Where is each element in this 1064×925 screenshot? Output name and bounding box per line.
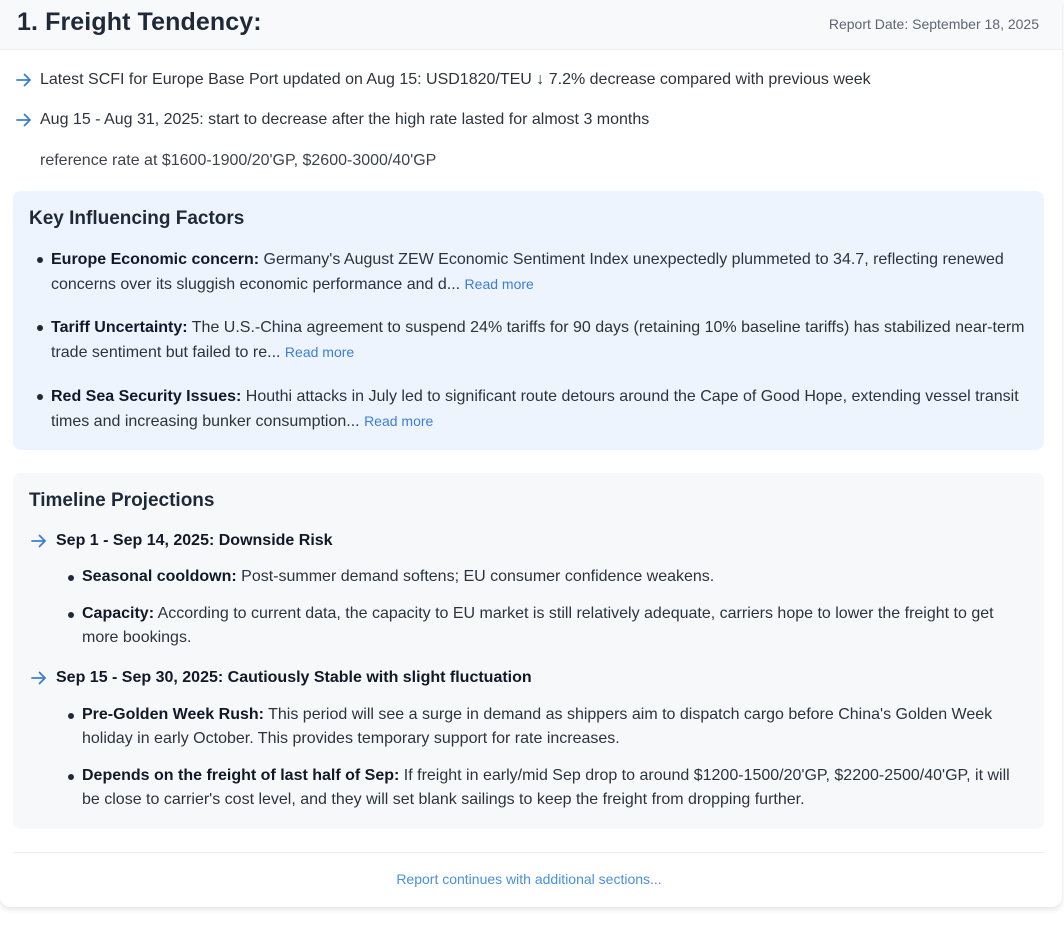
factor-label: Red Sea Security Issues: <box>51 388 242 405</box>
trend-line-text: Aug 15 - Aug 31, 2025: start to decrease after the high rate lasted for almost 3 months <box>40 111 650 128</box>
period-heading <box>31 532 333 550</box>
factor-item <box>37 315 1027 365</box>
arrow-right-icon <box>16 112 32 128</box>
bullet-dot-icon <box>68 612 74 618</box>
report-continues-note: Report continues with additional sections... <box>396 871 662 887</box>
key-factors-title: Key Influencing Factors <box>29 208 245 229</box>
arrow-right-icon <box>31 670 47 686</box>
factor-item <box>37 247 1027 297</box>
detail-item <box>68 764 1028 812</box>
trend-line-text: Latest SCFI for Europe Base Port updated on Aug 15: USD1820/TEU ↓ 7.2% decrease compared with previous week <box>40 71 871 88</box>
read-more-link[interactable]: Read more <box>464 276 534 292</box>
detail-text: This period will see a surge in demand as shippers aim to dispatch cargo before China's Golden Week holiday in early October. This provides temporary support for rate increases. <box>82 706 993 747</box>
bullet-dot-icon <box>37 325 43 331</box>
timeline-title: Timeline Projections <box>29 490 215 511</box>
bullet-dot-icon <box>68 575 74 581</box>
bullet-dot-icon <box>37 394 43 400</box>
detail-label: Seasonal cooldown: <box>82 568 237 585</box>
report-header <box>0 0 1062 50</box>
period-label: Sep 1 - Sep 14, 2025: Downside Risk <box>56 532 333 549</box>
detail-text: If freight in early/mid Sep drop to around $1200-1500/20'GP, $2200-2500/40'GP, it will be close to carrier's cost level, and they will set blank sailings to keep the freight from dropping further. <box>82 767 1010 808</box>
detail-item <box>68 565 1028 589</box>
arrow-right-icon <box>31 533 47 549</box>
detail-item <box>68 602 1028 650</box>
bullet-dot-icon <box>37 257 43 263</box>
period-label: Sep 15 - Sep 30, 2025: Cautiously Stable with slight fluctuation <box>56 669 532 686</box>
read-more-link[interactable]: Read more <box>364 413 434 429</box>
arrow-right-icon <box>16 72 32 88</box>
detail-label: Depends on the freight of last half of Sep: <box>82 767 400 784</box>
detail-text: Post-summer demand softens; EU consumer confidence weakens. <box>241 568 715 585</box>
page-title: 1. Freight Tendency: <box>17 8 262 36</box>
bullet-dot-icon <box>68 713 74 719</box>
trend-line-period <box>16 111 649 129</box>
reference-rate: reference rate at $1600-1900/20'GP, $2600-3000/40'GP <box>40 152 437 169</box>
factor-text: Houthi attacks in July led to significant route detours around the Cape of Good Hope, extending vessel transit times and increasing bunker consumption... <box>51 388 1019 430</box>
read-more-link[interactable]: Read more <box>284 344 355 360</box>
footer-divider <box>13 852 1044 853</box>
key-factors-panel <box>13 191 1044 450</box>
trend-line-scfi <box>16 71 871 89</box>
factor-label: Europe Economic concern: <box>51 251 260 268</box>
timeline-panel <box>13 473 1044 829</box>
factor-text: The U.S.-China agreement to suspend 24% tariffs for 90 days (retaining 10% baseline tariffs) has stabilized near-term trade sentiment but failed to re... <box>51 319 1025 361</box>
detail-label: Pre-Golden Week Rush: <box>82 706 264 723</box>
bullet-dot-icon <box>68 774 74 780</box>
period-heading <box>31 669 532 687</box>
detail-label: Capacity: <box>82 605 155 622</box>
detail-text: According to current data, the capacity to EU market is still relatively adequate, carriers hope to lower the freight to get more bookings. <box>82 605 994 646</box>
factor-text: Germany's August ZEW Economic Sentiment Index unexpectedly plummeted to 34.7, reflecting renewed concerns over its sluggish economic performance and d... <box>51 251 1004 293</box>
report-date: Report Date: September 18, 2025 <box>828 16 1039 32</box>
detail-item <box>68 703 1028 751</box>
factor-item <box>37 384 1027 434</box>
factor-label: Tariff Uncertainty: <box>51 319 188 336</box>
